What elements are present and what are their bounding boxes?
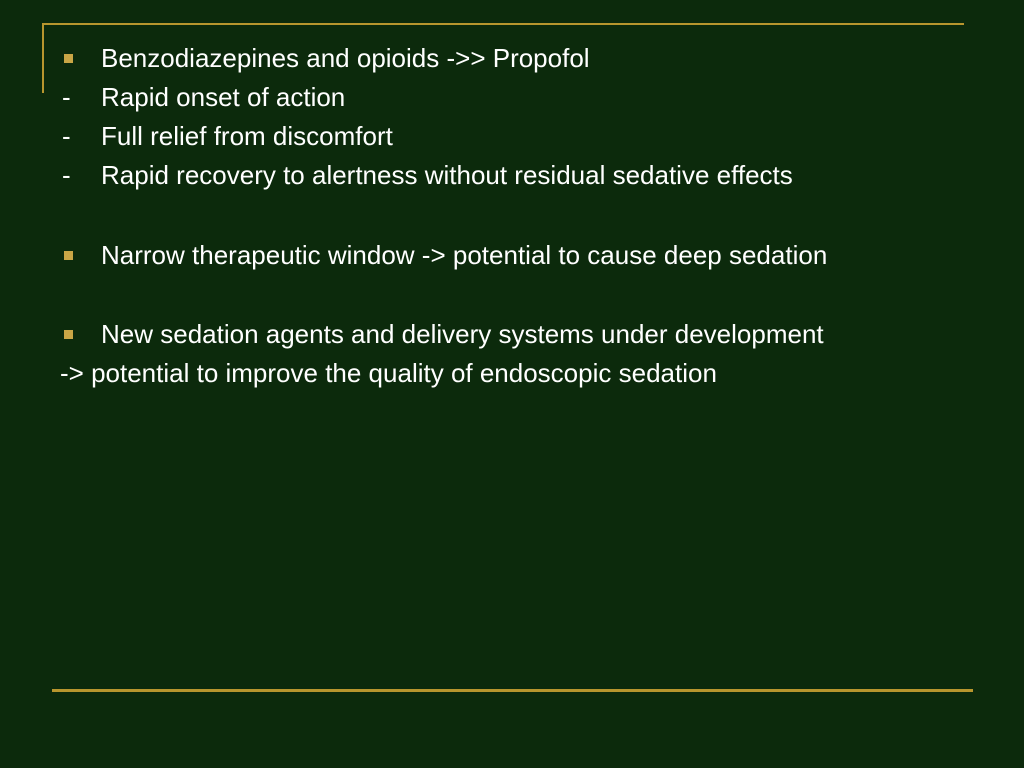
sub-line-text: Rapid recovery to alertness without residual sedative effects	[101, 160, 793, 190]
dash-marker: -	[62, 160, 71, 190]
top-rule	[42, 23, 964, 25]
square-bullet-icon	[60, 316, 100, 339]
square-bullet-icon	[60, 237, 100, 260]
bullet-text: Benzodiazepines and opioids ->> Propofol	[101, 43, 590, 73]
sub-line-text: Full relief from discomfort	[101, 121, 393, 151]
sub-line-text: Rapid onset of action	[101, 82, 346, 112]
bullet-text: New sedation agents and delivery systems under development	[101, 319, 824, 349]
bullet-text: Narrow therapeutic window -> potential to cause deep sedation	[101, 240, 828, 270]
left-rule	[42, 23, 44, 93]
bottom-rule	[52, 689, 973, 692]
dash-marker: -	[62, 82, 71, 112]
continuation-text: -> potential to improve the quality of endoscopic sedation	[60, 358, 717, 388]
dash-marker: -	[62, 121, 71, 151]
square-bullet-icon	[60, 40, 100, 63]
